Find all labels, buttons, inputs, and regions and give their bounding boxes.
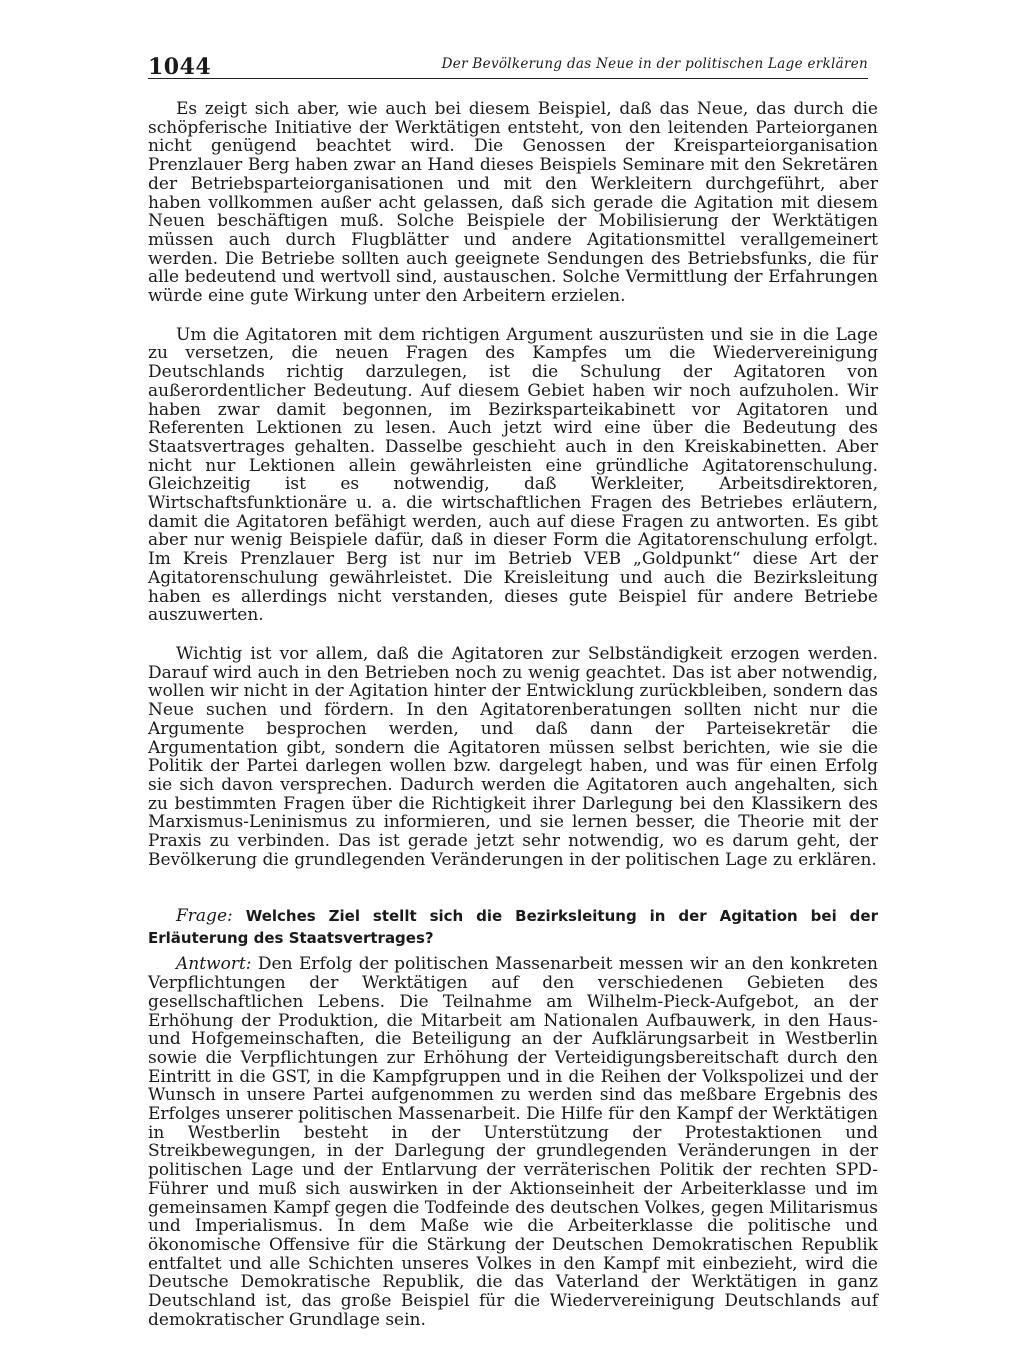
answer [148,955,878,1329]
question-label: Frage: [176,906,233,927]
answer-text: Den Erfolg der politischen Massenarbeit messen wir an den konkreten Verpflichtungen der Werktätigen auf den verschiedenen Gebieten des gesellschaftlichen Lebens. Die Teilnahme am Wilhelm-Pieck-Aufgebot, an der Erhöhung der Produktion, die Mitarbeit am Nationalen Aufbauwerk, in den Haus- und Hofgemeinschaften, die Beteiligung an der Aufklärungsarbeit in Westberlin sowie die Verpflichtungen zur Erhöhung der Verteidigungsbereitschaft durch den Eintritt in die GST, in die Kampfgruppen und in die Reihen der Volkspolizei und der Wunsch in unsere Partei aufgenommen zu werden sind das meßbare Ergebnis des Erfolges unserer politischen Massenarbeit. Die Hilfe für den Kampf der Werktätigen in Westberlin besteht in der Unterstützung der Protestaktionen und Streikbewegungen, in der Darlegung der grundlegenden Veränderungen in der politischen Lage und der Entlarvung der verräterischen Politik der rechten SPD-Führer und muß sich auswirken in der Aktionseinheit der Arbeiterklasse und im gemeinsamen Kampf gegen die Todfeinde des deutschen Volkes, gegen Militarismus und Imperialismus. In dem Maße wie die Arbeiterklasse die politische und ökonomische Offensive für die Stärkung der Deutschen Demokratischen Republik entfaltet und alle Schichten unseres Volkes in den Kampf mit einbezieht, wird die Deutsche Demokratische Republik, die das Vaterland der Werktätigen in ganz Deutschland ist, das große Beispiel für die Wiedervereinigung Deutschlands auf demokratischer Grundlage sein. [148,954,878,1330]
paragraph: Wichtig ist vor allem, daß die Agitatoren zur Selbständigkeit erzogen werden. Darauf wird auch in den Betrieben noch zu wenig geachtet. Das ist aber notwendig, wollen wir nicht in der Agitation hinter der Entwicklung zurückbleiben, sondern das Neue suchen und fördern. In den Agitatorenberatungen sollten nicht nur die Argumente besprochen werden, und daß dann der Parteisekretär die Argumentation gibt, sondern die Agitatoren müssen selbst berichten, wie sie die Politik der Partei darlegen wollen bzw. dargelegt haben, und was für einen Erfolg sie sich davon versprechen. Dadurch werden die Agitatoren auch angehalten, sich zu bestimmten Fragen über die Richtigkeit ihrer Darlegung bei den Klassikern des Marxismus-Leninismus zu informieren, und sie lernen besser, die Theorie mit der Praxis zu verbinden. Das ist gerade jetzt sehr notwendig, wo es darum geht, der Bevölkerung die grundlegenden Veränderungen in der politischen Lage zu erklären. [148,643,878,870]
question-text: Welches Ziel stellt sich die Bezirksleitung in der Agitation bei der Erläuterung des Staatsvertrages? [148,907,878,948]
running-title: Der Bevölkerung das Neue in der politischen Lage erklären [441,56,868,72]
paragraph: Es zeigt sich aber, wie auch bei diesem Beispiel, daß das Neue, das durch die schöpferische Initiative der Werktätigen entsteht, von den leitenden Parteiorganen nicht genügend beachtet wird. Die Genossen der Kreisparteiorganisation Prenzlauer Berg haben zwar an Hand dieses Beispiels Seminare mit den Sekretären der Betriebsparteiorganisationen und mit den Werkleitern durchgeführt, aber haben vollkommen außer acht gelassen, daß sich gerade die Agitation mit diesem Neuen beschäftigen muß. Solche Beispiele der Mobilisierung der Werktätigen müssen auch durch Flugblätter und andere Agitationsmittel verallgemeinert werden. Die Betriebe sollten auch geeignete Sendungen des Betriebsfunks, die für alle bedeutend und wertvoll sind, austauschen. Solche Vermittlung der Erfahrungen würde eine gute Wirkung unter den Arbeitern erzielen. [148,99,878,307]
paragraph: Um die Agitatoren mit dem richtigen Argument auszurüsten und sie in die Lage zu versetzen, die neuen Fragen des Kampfes um die Wiedervereinigung Deutschlands richtig darzulegen, ist die Schulung der Agitatoren von außerordentlicher Bedeutung. Auf diesem Gebiet haben wir noch aufzuholen. Wir haben zwar damit begonnen, im Bezirksparteikabinett vor Agitatoren und Referenten Lektionen zu lesen. Auch jetzt wird eine über die Bedeutung des Staatsvertrages gehalten. Dasselbe geschieht auch in den Kreiskabinetten. Aber nicht nur Lektionen allein gewährleisten eine gründliche Agitatorenschulung. Gleichzeitig ist es notwendig, daß Werkleiter, Arbeitsdirektoren, Wirtschaftsfunktionäre u. a. die wirtschaftlichen Fragen des Betriebes erläutern, damit die Agitatoren befähigt werden, auch auf diese Fragen zu antworten. Es gibt aber nur wenig Beispiele dafür, daß in dieser Form die Agitatorenschulung erfolgt. Im Kreis Prenzlauer Berg ist nur im Betrieb VEB „Goldpunkt“ diese Art der Agitatorenschulung gewährleistet. Die Kreisleitung und auch die Bezirksleitung haben es allerdings nicht verstanden, dieses gute Beispiel für andere Betriebe auszuwerten. [148,324,878,626]
page-number: 1044 [148,54,212,80]
body-text [148,100,878,1349]
page-header [148,50,868,79]
question [148,905,878,949]
answer-label: Antwort: [176,954,252,975]
